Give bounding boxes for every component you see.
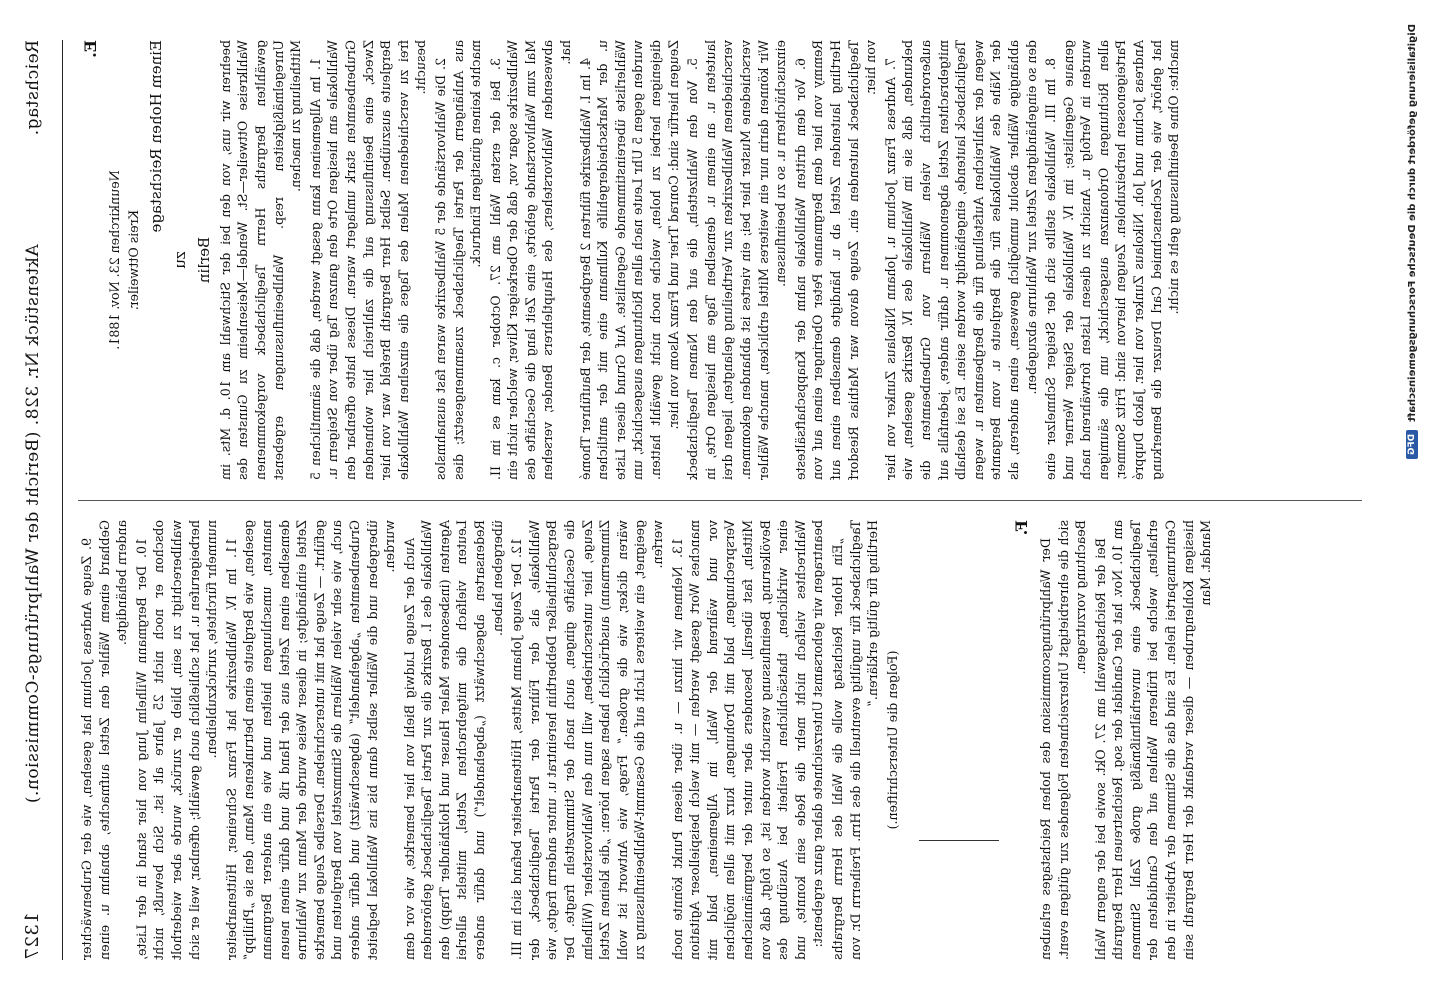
signature-rule bbox=[919, 840, 999, 841]
paragraph: beehren wir uns, von den bei der Stichwahl am 10. d. Mts. im Wahlkreise Ottweiler—St. Wendel—Meisenheim zu Gunsten des gewählten Bergraths Herrn Taeglichsbeck vorgekommenen Unregelmäßigkeiten resp. Wahlbeeinflussungen ergebenst Mittheilung zu machen. bbox=[217, 40, 304, 480]
page-header bbox=[22, 40, 63, 960]
paragraph: Auch der Zeuge Ludwig Biehl von hier bemerkte, wie vor dem Wahllokale des I. Bezirks die zur Partei Taeglichsbeck gehörenden Agenten (insbesondere Maler Hauser und Holzhändler Trapp) den Leuten vielfach die mitgebrachten Zettel, mittelst allerlei Redensarten abgeschwätzt („abgehandelt“) und dafür andere übergeben haben. bbox=[401, 520, 505, 960]
address-line-1: Einem Hohen Reichstage bbox=[146, 40, 165, 233]
column-divider bbox=[78, 500, 1362, 501]
section-label-e: E. bbox=[81, 40, 100, 58]
paragraph: 12. Der Zeuge Johann Mattes, Hüttenarbeiter befand sich im III. Wahllokale, als der Führer der Partei Taeglichsbeck, der Bergschultheißer Debberthin hereintrat u. unter anderm fragte, wie die Geschäfte gingen, auch nach der Stimmzetteln fragte. Der Zeuge, hier unterschrieben, will nun den Wahlvorsteher (Wilhelm Zimmermann) ausdrücklich haben sagen hören: „die kleinen Zettel wären dicker, wie die großen.“ Frage, wie Antwort ist wohl geeignet, ein weiteres Licht auf die Gesammt-Wahlbeeinflussung zu werfen. bbox=[509, 520, 665, 960]
header-title: Aktenstück Nr. 328. (Bericht der Wahlprüfungs-Commission.) bbox=[23, 244, 43, 804]
paragraph: 8. Im III. Wahllokale stellte sich der Steiger Schmelzer eine genaue Gegenliste; im IV. Wahllokale der Steiger Werner und wurden in Verfolg u. Ansicht zu diesen Listen fortwährend nach allen Richtungen Ordonanzen ausgeschickt, um die säumigen Parteigenossen herbeizuholen. Zeugen hiervon sind: Fritz Sommer, Andreas Jochum und Joh. Nikolaus Zunker von hier. Jakob Duppré hat gehört, wie der Zechenschmied Carl Dreuzer die Bemerkung machte: Ohne Beeinflussung geht es nicht. bbox=[1043, 40, 1182, 480]
district: Kreis Ottweiler. bbox=[126, 209, 142, 311]
paragraph: 5. Von den Wahlzetteln, die auf den Namen Taeglichsbeck lauteten u. an einem u. demselben Tage am hiesigen Orte, in verschiedenen Wahlbezirken zur Vertheilung gelangten, liegen drei verschiedene Muster hier bei; ein viertes ist abhanden gekommen. Wir können darin nur ein weiteres Mittel erblicken, manche Wähler einzuschüchtern u. so zu beeinflussen. bbox=[685, 40, 789, 480]
address-line-3: Berlin bbox=[194, 236, 213, 284]
paragraph: 10. Der Bergmann Wilhelm Jung von hier stand in der Liste, obschon er noch nicht 25 Jahre alt ist. Sich bewußt, nicht wahlberechtigt zu sein, blieb er zurück, wurde aber wiederholt herbeigerufen u. hat schließlich auch gewählt; offenbar, weil er sich nunmehr fürchtete, zurückzubleiben. bbox=[133, 520, 220, 960]
header-left: Reichstag. bbox=[23, 40, 43, 136]
place-date: Neunkirchen 23. Nov. 1881. bbox=[106, 170, 122, 350]
petition-quote: „Ein Hoher Reichstag wolle die Wahl des Herrn Bergraths Taeglichsbeck für ungültig eventuell die des Hrn. Freiherrn Dr. von Hertling für gültig erklären.“ bbox=[829, 520, 881, 960]
paragraph: Bei der Reichstagswahl am 27. Okt. sowie bei der engern Wahl am 10. Nov. hat der Candidat der sog. Reichstreuen Herr Bergrath Taeglichsbeck eine unverhältnißmäßig große Zahl Stimmen erhalten, welche bei früheren Wahlen auf den Candidaten der Centrumspartei fielen. Es sind das die Stimmen der Arbeiter in den hiesigen Kohlengruben — dieser verdankt der Herr Bergrath sein Mandat. Man bbox=[1092, 520, 1214, 960]
paragraph: Der Wahlprüfungscommission des hohen Reichstages erlauben sich die ehrerbietigst Unterzeichneten Folgendes zur gütigen event. Beachtung vorzutragen. bbox=[1037, 520, 1089, 960]
signatures-note: (Folgen die Unterschriften.) bbox=[884, 650, 900, 830]
section-label-f: F. bbox=[1012, 520, 1032, 536]
address-line-2: zu bbox=[170, 251, 189, 269]
digitization-credit bbox=[1406, 24, 1418, 459]
right-column bbox=[78, 520, 1372, 960]
paragraph: 4. Im I. Wahlbezirke führten 2 Bergbeamte, der Bauführer Thomé u. der Markscheidergehilfe Kullmann eine mit der amtlichen Wählerliste übereinstimmende Gegenliste. Auf Grund dieser Liste wurden gegen 5 Uhr Leute nach allen Richtungen ausgeschickt, um diejenigen herbei zu holen, welche noch nicht gewählt hatten. Zeugen hierfür sind: Conrad Trier und Franz Alsom von hier. bbox=[577, 40, 681, 480]
paragraph: 3. Bei der ersten Wahl am 27. October c. kam es im II. Wahlbezirke sogar vor, daß der Oberkeiger Kliver, welcher nicht ein Mal zum Wahlvorstande gehörte, eine Zeit lang die Geschäfte des abwesenden Wahlvorstehers, des Hauptlehrers Bender, versehen hat. bbox=[487, 40, 574, 480]
paragraph: 13. Nehmen wir hinzu — u. über diesen Punkt könnte noch manches Wort gesagt werden — mit welch beispielloser Agitation vor und während der Wahl, im Allgemeinen, bald mit Versprechungen, bald mit Drohungen, kurz mit allen möglichen Mitteln, fast überall, besonders aber unter der bergmännischen Bevölkerung, Beeinflussung versucht worden ist, so folgt, daß von einer wirklichen, thatsächlichen Freiheit bei Ausübung des Wahlrechtes vielfach nicht mehr die Rede sein konnte, und beantragen wir gehorsamst Unterzeichnete daher ganz ergebenst: bbox=[669, 520, 826, 960]
paragraph: 1. Im Allgemeinen kann gesagt werden, daß die sämmtlichen 5 Wahllokale am hiesigen Orte den ganzen Tag über von Steigern u. Grubenbeamten stark umlagert waren. Dieses hatte offenbar den Zweck, eine Beeinflussung auf die zahlreich hier wohnenden Bergleute auszuüben. Selbst Herr Bergrath Brefeld war von hier frei zu verschiedenen Malen des Tages die einzelnen Wahllokale besucht. bbox=[307, 40, 429, 480]
page-number: 1327 bbox=[22, 912, 43, 960]
paragraph: 6. Vor dem dritten Wahllokale nahm der Knappschaftsälteste Remmy von hier dem Bergmanne Peter Oberinger einen auf von Hertling lautenden Zettel ab u. händigte demselben einen auf Taeglichsbeck lautenden ein. Zeuge davon war Mathias Riesdorf von hier. bbox=[792, 40, 879, 480]
paragraph: 9. Zeuge Andreas Jochum hat gesehen, wie der Grubenwächter Gebhard einem Wähler den Zettel aufmachte, abnahm u. einen andern behändigte. bbox=[79, 520, 130, 960]
paragraph: 7. Andreas Franz Jochum u. Johann Nikolaus Zunker von hier bekunden, daß sie im Wahllokale des IV. Bezirks gesehen, wie außerordentlich vielen Wählern von Grubenbeamten die mitgebrachten Zettel abgenommen u. dafür andere, jedenfalls auf Taeglichsbeck lautende, eingehändigt worden seien. Es sei deshalb wegen der zahlreichen Aufstellung für die Bergbeamten u. wegen der Nähe des Wahllokales für die Bergleute u. vom Bergamte abhängige Wähler absolut unmöglich gewesen, einen anderen, als den so eingehändigten Zettel zur Wahlurne abzugeben. bbox=[882, 40, 1039, 480]
paragraph: 11. Im IV. Wahlbezirke hat Franz Schreiner, Hüttenarbeiter gesehen, wie Bergleute einen betrunkenen Mann, den sie „Philipp“ nannten, umschlungen hielten und wie ein anderer Bergmann demselben einen Zettel aus der Hand riß und dafür einen neuen Zettel einhändigte; in dieser Weise wurde der Mann zur Wahlurne geführt. — Zeuge hat mit unterschrieben. Derselbe Zeuge bemerkte auch, wie sehr vielen Wählern die Stimmzettel von Bergleuten und Grubenbeamten „abgehandelt“ (abgeschwätzt) und dafür andere übergeben und die Wähler selbst dann bis ins Wahllokal begleitet wurden. bbox=[223, 520, 398, 960]
credit-text: Digitalisierung gefördert durch die Deutsche Forschungsgemeinschaft bbox=[1406, 24, 1418, 422]
dfg-logo: DFG bbox=[1406, 430, 1418, 459]
left-column bbox=[78, 40, 1372, 480]
paragraph: 2. Die Wahlvorstände der 5 Wahlbezirke waren fast ausnahmslos aus Anhängern der Partei Taeglichsbeck zusammengesetzt; dies machte keinen günstigen Eindruck. bbox=[432, 40, 484, 480]
